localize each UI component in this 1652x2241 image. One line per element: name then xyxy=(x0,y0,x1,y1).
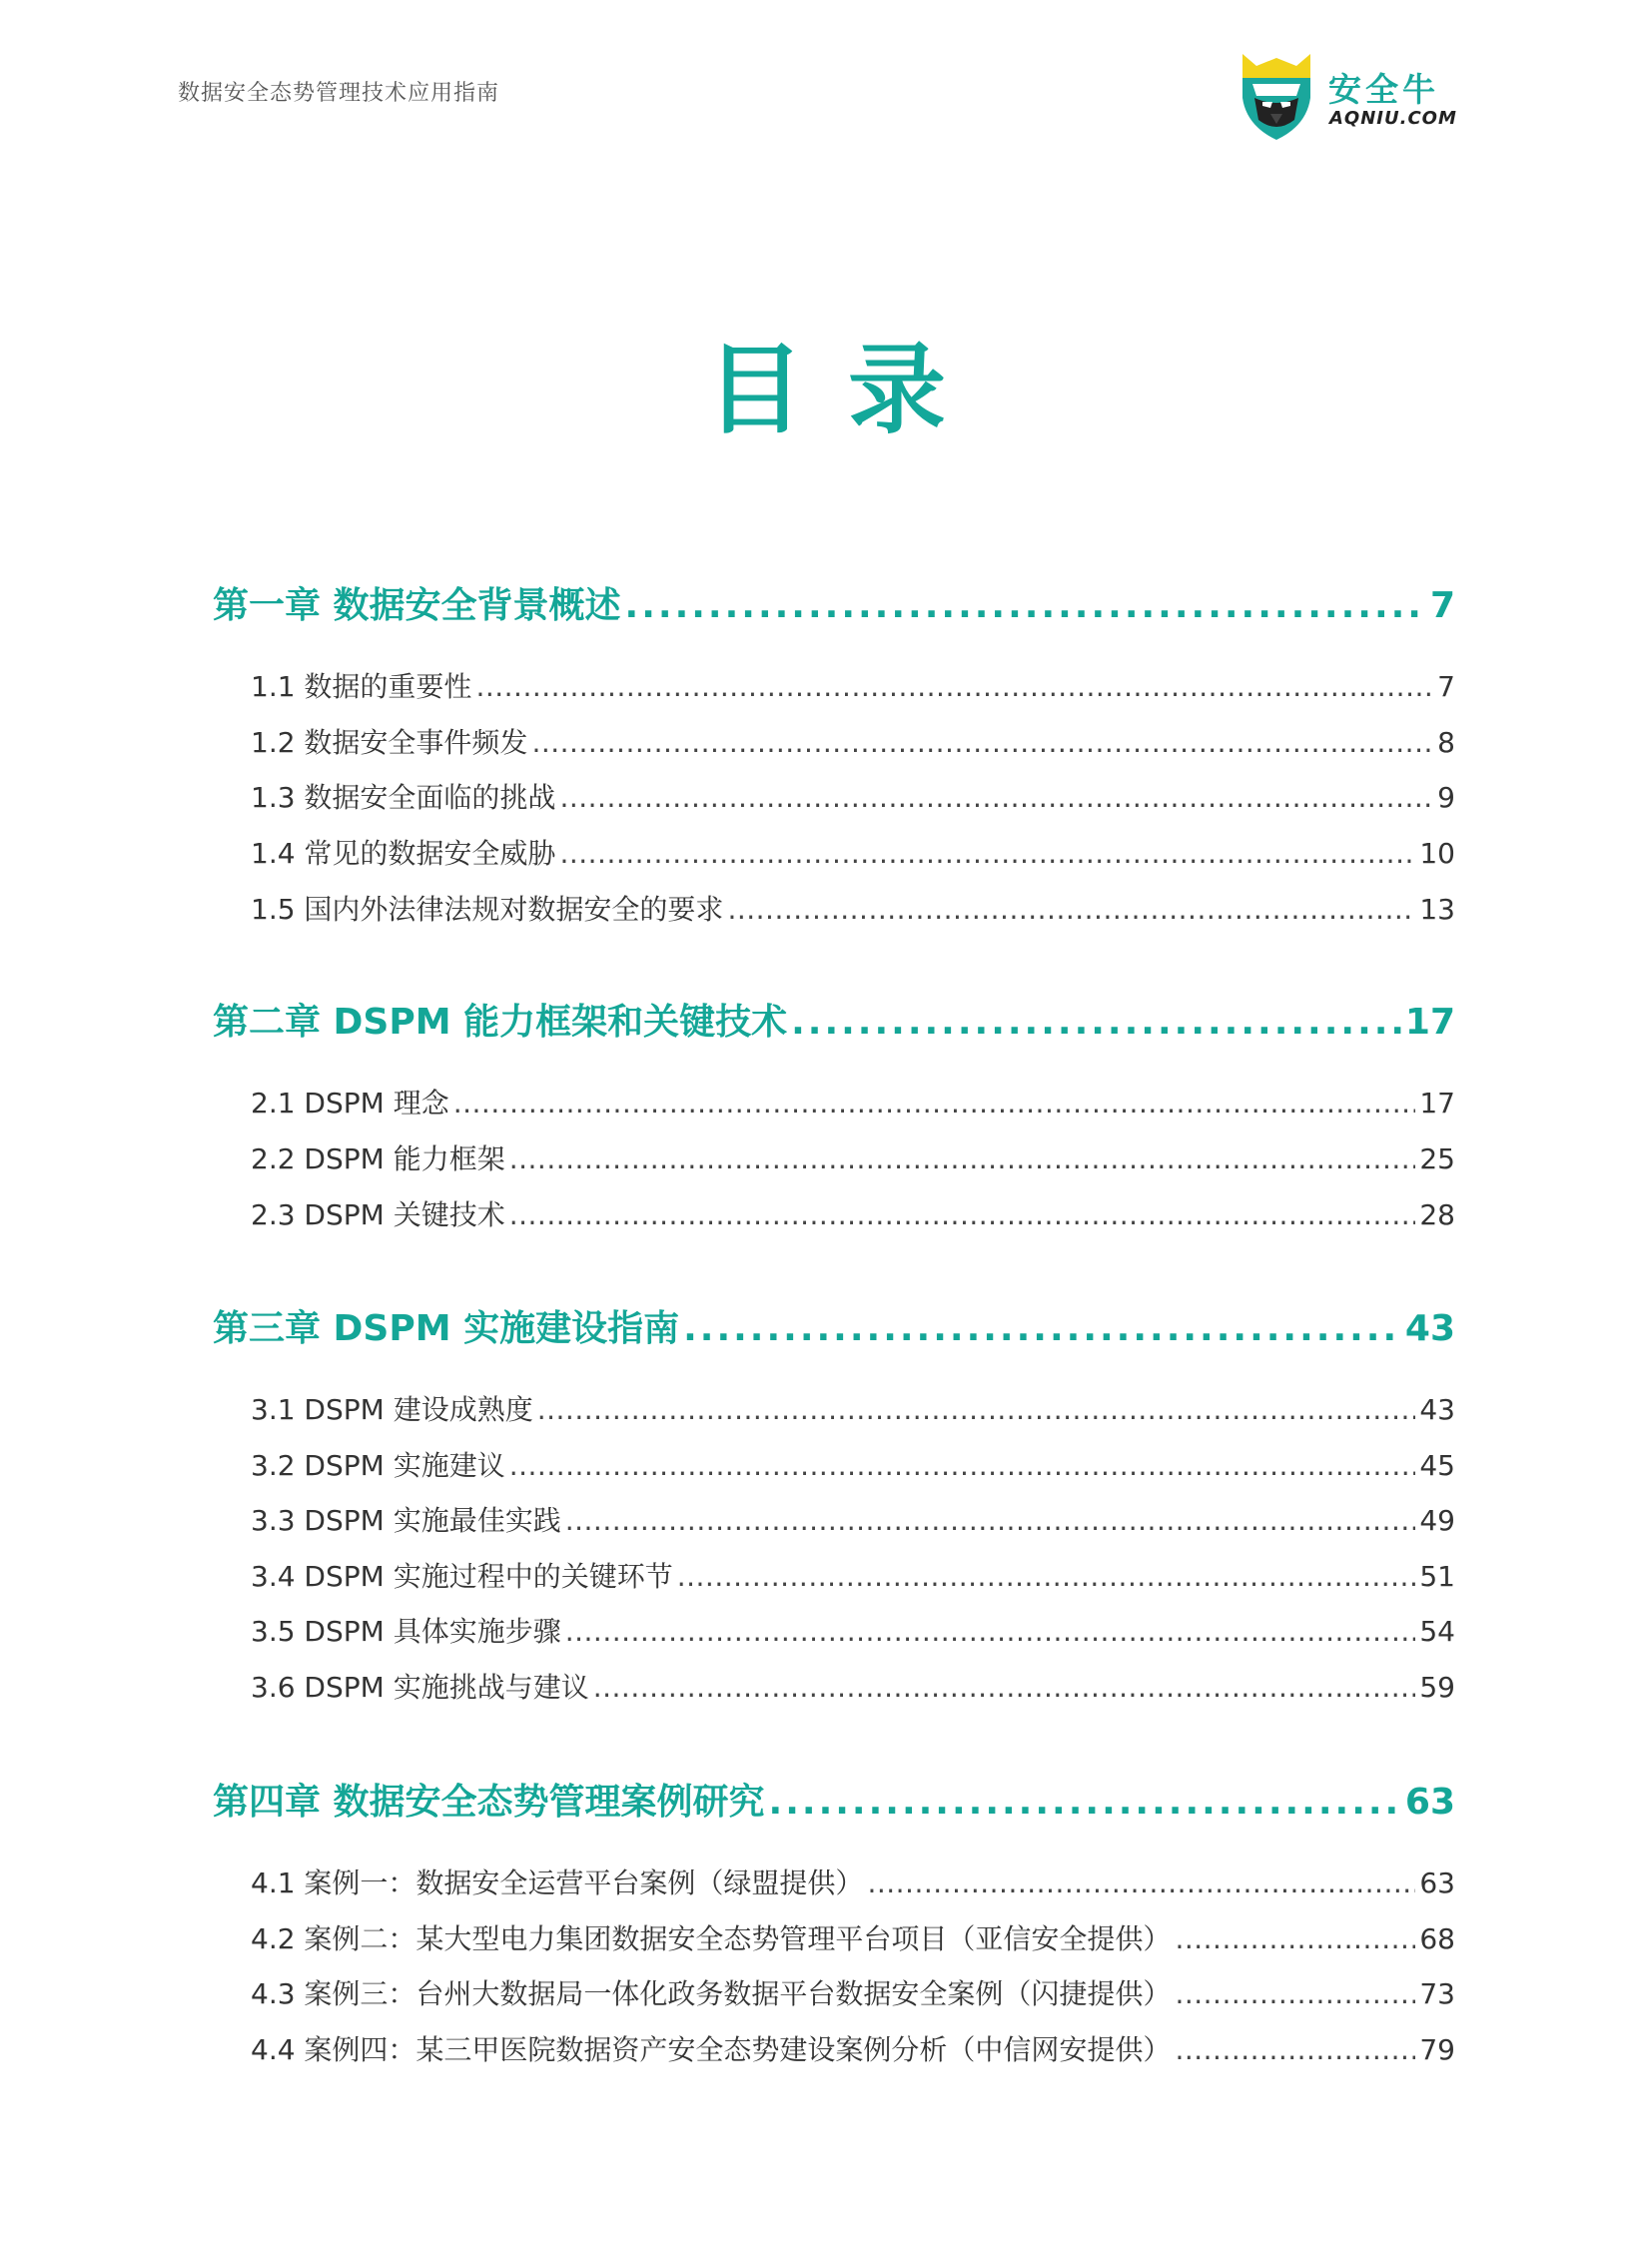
section-page-number: 45 xyxy=(1419,1449,1455,1482)
dot-leader xyxy=(559,781,1433,814)
toc-chapter-1[interactable] xyxy=(213,577,1455,628)
section-page-number: 49 xyxy=(1419,1504,1455,1537)
section-page-number: 28 xyxy=(1419,1198,1455,1231)
dot-leader xyxy=(537,1393,1416,1426)
dot-leader xyxy=(791,1002,1401,1043)
dot-leader xyxy=(593,1671,1416,1704)
chapter-page-number: 63 xyxy=(1404,1782,1455,1823)
chapter-label: 第四章 数据安全态势管理案例研究 xyxy=(213,1782,765,1823)
toc-section-4-3[interactable] xyxy=(213,1972,1455,2012)
dot-leader xyxy=(559,837,1415,870)
dot-leader xyxy=(1175,1977,1415,2010)
section-page-number: 25 xyxy=(1419,1142,1455,1175)
logo-name-en: AQNIU.COM xyxy=(1329,108,1457,129)
section-label: 1.1 数据的重要性 xyxy=(251,670,472,703)
section-page-number: 10 xyxy=(1419,837,1455,870)
toc-section-1-1[interactable] xyxy=(213,665,1455,705)
toc-section-3-2[interactable] xyxy=(213,1444,1455,1484)
toc-section-2-1[interactable] xyxy=(213,1082,1455,1121)
section-page-number: 73 xyxy=(1419,1977,1455,2010)
toc-section-1-5[interactable] xyxy=(213,888,1455,928)
section-page-number: 68 xyxy=(1419,1922,1455,1955)
section-label: 3.6 DSPM 实施挑战与建议 xyxy=(251,1671,589,1704)
section-page-number: 17 xyxy=(1419,1087,1455,1120)
dot-leader xyxy=(475,670,1433,703)
toc-section-1-2[interactable] xyxy=(213,721,1455,761)
toc-title: 目录 xyxy=(705,334,990,447)
section-page-number: 13 xyxy=(1419,893,1455,926)
aqniu-logo xyxy=(1237,48,1456,144)
logo-name-cn: 安全牛 xyxy=(1328,70,1439,109)
dot-leader xyxy=(1175,2033,1415,2066)
chapter-page-number: 17 xyxy=(1404,1002,1455,1043)
chapter-label: 第一章 数据安全背景概述 xyxy=(213,585,621,626)
section-page-number: 7 xyxy=(1437,670,1455,703)
dot-leader xyxy=(565,1504,1416,1537)
section-label: 3.4 DSPM 实施过程中的关键环节 xyxy=(251,1560,673,1593)
toc-section-2-3[interactable] xyxy=(213,1193,1455,1233)
toc-section-2-2[interactable] xyxy=(213,1137,1455,1177)
dot-leader xyxy=(509,1449,1416,1482)
chapter-page-number: 43 xyxy=(1404,1308,1455,1349)
section-label: 3.3 DSPM 实施最佳实践 xyxy=(251,1504,561,1537)
dot-leader xyxy=(683,1308,1401,1349)
section-label: 4.1 案例一：数据安全运营平台案例（绿盟提供） xyxy=(251,1867,864,1899)
page-header-title: 数据安全态势管理技术应用指南 xyxy=(178,81,500,106)
dot-leader xyxy=(769,1782,1401,1823)
toc-section-1-3[interactable] xyxy=(213,776,1455,816)
section-page-number: 54 xyxy=(1419,1615,1455,1648)
section-label: 1.2 数据安全事件频发 xyxy=(251,726,528,759)
section-label: 2.1 DSPM 理念 xyxy=(251,1087,449,1120)
toc-chapter-3[interactable] xyxy=(213,1300,1455,1351)
section-label: 2.2 DSPM 能力框架 xyxy=(251,1142,505,1175)
toc-section-3-6[interactable] xyxy=(213,1666,1455,1706)
section-page-number: 9 xyxy=(1437,781,1455,814)
chapter-page-number: 7 xyxy=(1429,585,1455,626)
dot-leader xyxy=(509,1198,1416,1231)
section-page-number: 63 xyxy=(1419,1867,1455,1899)
toc-chapter-4[interactable] xyxy=(213,1774,1455,1825)
toc-section-3-1[interactable] xyxy=(213,1388,1455,1428)
dot-leader xyxy=(509,1142,1416,1175)
dot-leader xyxy=(565,1615,1416,1648)
dot-leader xyxy=(1175,1922,1415,1955)
chapter-label: 第三章 DSPM 实施建设指南 xyxy=(213,1308,680,1349)
dot-leader xyxy=(867,1867,1415,1899)
section-label: 3.1 DSPM 建设成熟度 xyxy=(251,1393,533,1426)
toc-section-3-3[interactable] xyxy=(213,1499,1455,1539)
toc-section-4-4[interactable] xyxy=(213,2028,1455,2068)
section-page-number: 51 xyxy=(1419,1560,1455,1593)
toc-section-3-5[interactable] xyxy=(213,1610,1455,1650)
section-label: 2.3 DSPM 关键技术 xyxy=(251,1198,505,1231)
section-label: 4.2 案例二：某大型电力集团数据安全态势管理平台项目（亚信安全提供） xyxy=(251,1922,1172,1955)
toc-section-4-1[interactable] xyxy=(213,1862,1455,1901)
section-label: 1.5 国内外法律法规对数据安全的要求 xyxy=(251,893,724,926)
section-page-number: 79 xyxy=(1419,2033,1455,2066)
chapter-label: 第二章 DSPM 能力框架和关键技术 xyxy=(213,1002,788,1043)
section-page-number: 59 xyxy=(1419,1671,1455,1704)
toc-section-1-4[interactable] xyxy=(213,832,1455,872)
knight-helmet-icon xyxy=(1237,48,1316,144)
section-page-number: 43 xyxy=(1419,1393,1455,1426)
section-label: 4.4 案例四：某三甲医院数据资产安全态势建设案例分析（中信网安提供） xyxy=(251,2033,1172,2066)
dot-leader xyxy=(727,893,1415,926)
section-page-number: 8 xyxy=(1437,726,1455,759)
toc-section-3-4[interactable] xyxy=(213,1555,1455,1595)
toc-chapter-2[interactable] xyxy=(213,994,1455,1045)
dot-leader xyxy=(625,585,1426,626)
section-label: 4.3 案例三：台州大数据局一体化政务数据平台数据安全案例（闪捷提供） xyxy=(251,1977,1172,2010)
dot-leader xyxy=(453,1087,1416,1120)
section-label: 1.4 常见的数据安全威胁 xyxy=(251,837,556,870)
dot-leader xyxy=(677,1560,1416,1593)
section-label: 1.3 数据安全面临的挑战 xyxy=(251,781,556,814)
section-label: 3.2 DSPM 实施建议 xyxy=(251,1449,505,1482)
toc-section-4-2[interactable] xyxy=(213,1917,1455,1957)
dot-leader xyxy=(531,726,1433,759)
section-label: 3.5 DSPM 具体实施步骤 xyxy=(251,1615,561,1648)
